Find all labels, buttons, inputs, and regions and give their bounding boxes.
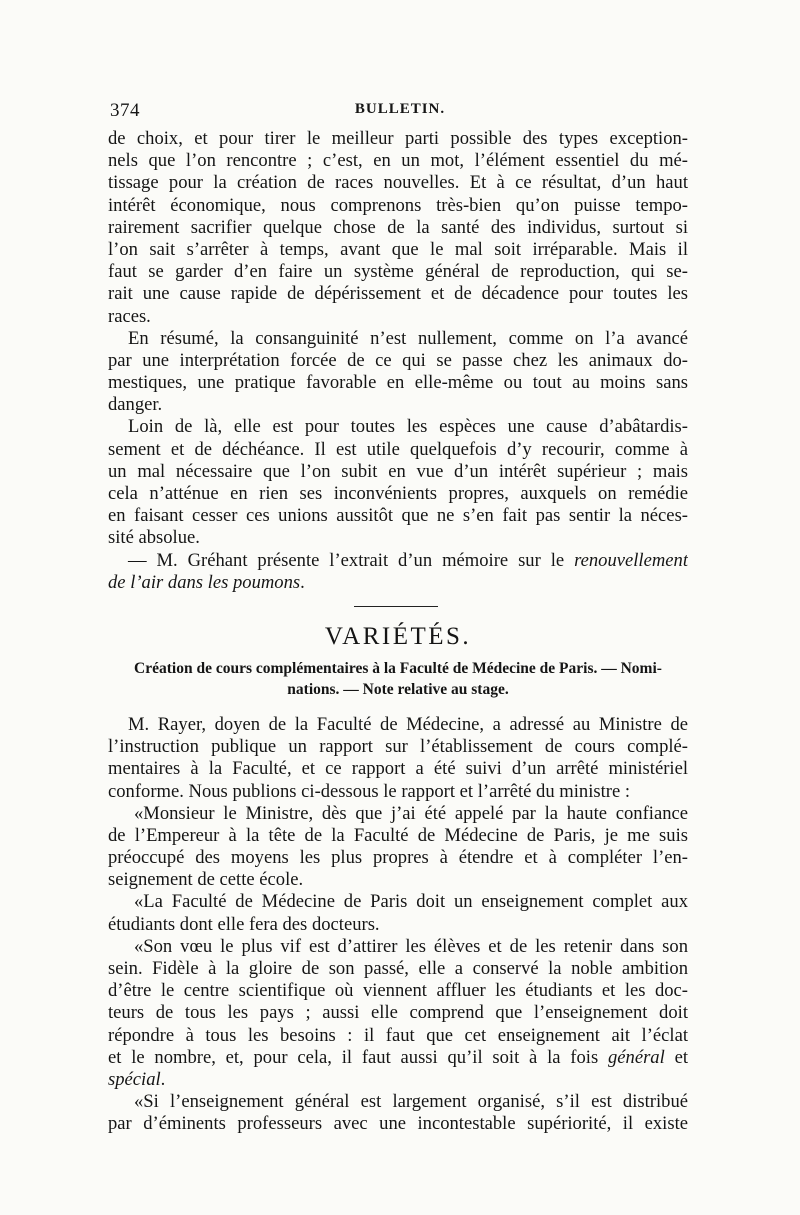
- separator-rule: [354, 606, 438, 607]
- running-head: [110, 100, 690, 124]
- paragraph-letter-opening: [108, 803, 688, 892]
- text-line: intérêt économique, nous comprenons très-bien qu’on puisse tempo-: [108, 194, 688, 216]
- text-line: de l’Empereur à la tête de la Faculté de Médecine de Paris, je me suis: [108, 824, 688, 846]
- text-line: nels que l’on rencontre ; c’est, en un mot, l’élément essentiel du mé-: [108, 150, 688, 172]
- text-line: préoccupé des moyens les plus propres à étendre et à compléter l’en-: [108, 847, 688, 869]
- spacer: [108, 700, 688, 714]
- text-line: [108, 1069, 688, 1091]
- text-line: sement et de déchéance. Il est utile quelquefois d’y recourir, comme à: [108, 438, 688, 460]
- text-line: un mal nécessaire que l’on subit en vue d’un intérêt supérieur ; mais: [108, 460, 688, 482]
- text-line: En résumé, la consanguinité n’est nullement, comme on l’a avancé: [128, 327, 688, 349]
- wish-text: et: [664, 1046, 688, 1068]
- text-line: «La Faculté de Médecine de Paris doit un enseignement complet aux: [134, 891, 688, 913]
- text-line: l’on sait s’arrêter à temps, avant que le mal soit irréparable. Mais il: [108, 238, 688, 260]
- text-line: M. Rayer, doyen de la Faculté de Médecine, a adressé au Ministre de: [128, 713, 688, 735]
- text-line: teurs de tous les pays ; aussi elle comprend que l’enseignement doit: [108, 1002, 688, 1024]
- paragraph-grehant-note: [108, 550, 688, 594]
- wish-italic-special: spécial: [108, 1068, 161, 1090]
- grehant-text: — M. Gréhant présente l’extrait d’un mémoire sur le: [128, 549, 575, 571]
- text-line: sein. Fidèle à la gloire de son passé, elle a conservé la noble ambition: [108, 958, 688, 979]
- paragraph-summary: [108, 328, 688, 417]
- text-line: par une interprétation forcée de ce qui se passe chez les animaux do-: [108, 349, 688, 371]
- text-line: [108, 572, 688, 594]
- text-line: d’être le centre scientifique où viennent affluer les étudiants et les doc-: [108, 980, 688, 1002]
- paragraph-wish: [108, 936, 688, 1091]
- page-number: 374: [110, 100, 140, 121]
- text-line: tissage pour la création de races nouvelles. Et à ce résultat, d’un haut: [108, 172, 688, 194]
- text-line: en faisant cesser ces unions aussitôt que ne s’en fait pas sentir la néces-: [108, 505, 688, 527]
- text-line: rait une cause rapide de dépérissement et de décadence pour toutes les: [108, 283, 688, 305]
- section-separator: [108, 594, 688, 616]
- text-line: de choix, et pour tirer le meilleur parti possible des types exception-: [108, 128, 688, 149]
- text-line: races.: [108, 305, 151, 327]
- body-text: [108, 128, 688, 1136]
- wish-end: .: [160, 1068, 166, 1090]
- text-line: sité absolue.: [108, 527, 200, 549]
- paragraph-general-teaching: [108, 1091, 688, 1135]
- grehant-italic-title: renouvellement: [574, 549, 688, 571]
- wish-text: et le nombre, et, pour cela, il faut aussi qu’il soit à la fois: [108, 1046, 608, 1068]
- text-line: «Son vœu le plus vif est d’attirer les élèves et de les retenir dans son: [134, 935, 688, 957]
- running-title: BULLETIN.: [354, 101, 446, 117]
- text-line: «Si l’enseignement général est largement organisé, s’il est distribué: [134, 1091, 688, 1113]
- text-line: conforme. Nous publions ci-dessous le rapport et l’arrêté du ministre :: [108, 780, 631, 802]
- section-title: VARIÉTÉS.: [324, 622, 472, 650]
- paragraph-consanguinity-continued: [108, 128, 688, 328]
- text-line: Loin de là, elle est pour toutes les espèces une cause d’abâtardis-: [128, 416, 688, 438]
- text-line: mestiques, une pratique favorable en elle-même ou tout au moins sans: [108, 372, 688, 394]
- text-line: répondre à tous les besoins : il faut que cet enseignement ait l’éclat: [108, 1024, 688, 1046]
- text-line: mentaires à la Faculté, et ce rapport a été suivi d’un arrêté ministériel: [108, 758, 688, 780]
- text-line: «Monsieur le Ministre, dès que j’ai été appelé par la haute confiance: [134, 802, 688, 824]
- text-line: rairement sacrifier quelque chose de la santé des individus, surtout si: [108, 216, 688, 238]
- text-line: faut se garder d’en faire un système général de reproduction, qui se-: [108, 261, 688, 283]
- paragraph-rayer: [108, 714, 688, 803]
- grehant-end: .: [300, 571, 305, 593]
- text-line: [108, 550, 688, 572]
- paragraph-degeneration: [108, 416, 688, 549]
- text-line: l’instruction publique un rapport sur l’établissement de cours complé-: [108, 736, 688, 758]
- text-line: seignement de cette école.: [108, 869, 304, 891]
- text-line: [108, 1047, 688, 1069]
- text-line: par d’éminents professeurs avec une incontestable supériorité, il existe: [108, 1113, 688, 1135]
- section-subheading: nations. — Note relative au stage.: [287, 680, 509, 698]
- grehant-italic-title: de l’air dans les poumons: [108, 571, 301, 593]
- text-line: cela n’atténue en rien ses inconvénients propres, auxquels on remédie: [108, 483, 688, 504]
- text-line: danger.: [108, 394, 163, 416]
- section-subheading: Création de cours complémentaires à la Faculté de Médecine de Paris. — Nomi-: [134, 659, 662, 677]
- wish-italic-general: général: [607, 1046, 665, 1068]
- text-line: étudiants dont elle fera des docteurs.: [108, 913, 380, 935]
- paragraph-complete-teaching: [108, 891, 688, 935]
